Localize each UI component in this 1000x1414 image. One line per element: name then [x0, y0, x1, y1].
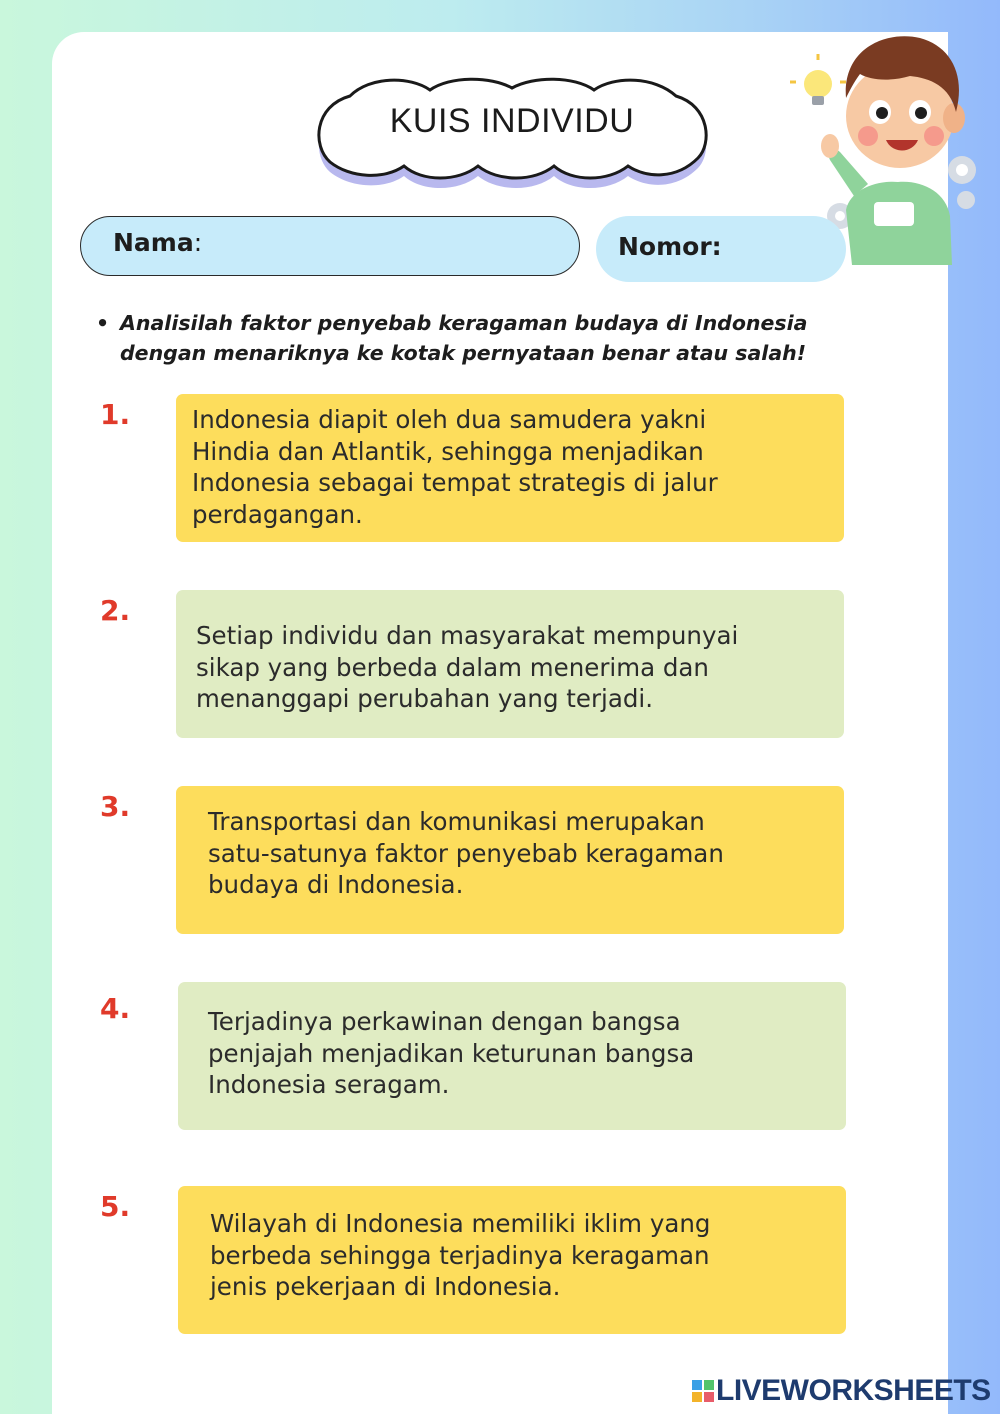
statement-line: Transportasi dan komunikasi merupakan [208, 807, 705, 836]
statement-card-2[interactable] [176, 590, 844, 738]
statement-line: Terjadinya perkawinan dengan bangsa [208, 1007, 681, 1036]
statement-card-4[interactable] [178, 982, 846, 1130]
statement-line: Hindia dan Atlantik, sehingga menjadikan [192, 436, 704, 466]
question-number-2: 2. [100, 594, 131, 627]
page-title: KUIS INDIVIDU [389, 102, 635, 140]
title-banner [310, 74, 714, 190]
statement-line: menanggapi perubahan yang terjadi. [196, 684, 654, 713]
liveworksheets-mark-icon [692, 1380, 714, 1402]
number-field[interactable] [596, 216, 846, 282]
statement-line: penjajah menjadikan keturunan bangsa [208, 1038, 695, 1068]
instruction-line-2: dengan menariknya ke kotak pernyataan benar atau salah! [120, 341, 807, 365]
liveworksheets-logo[interactable] [692, 1374, 991, 1406]
question-number-5: 5. [100, 1190, 131, 1223]
bullet-icon: • [96, 311, 110, 335]
instruction [96, 308, 876, 368]
question-number-4: 4. [100, 992, 131, 1025]
statement-line: sikap yang berbeda dalam menerima dan [196, 652, 709, 682]
statement-line: satu-satunya faktor penyebab keragaman [208, 838, 724, 868]
name-field[interactable] [80, 216, 580, 276]
name-label: Nama: [113, 228, 203, 257]
statement-line: Wilayah di Indonesia memiliki iklim yang [210, 1209, 711, 1238]
statement-line: Setiap individu dan masyarakat mempunyai [196, 621, 739, 650]
statement-line: perdagangan. [192, 499, 363, 529]
statement-line: budaya di Indonesia. [208, 870, 464, 899]
statement-line: Indonesia seragam. [208, 1070, 450, 1099]
statement-line: jenis pekerjaan di Indonesia. [210, 1272, 561, 1301]
statement-line: berbeda sehingga terjadinya keragaman [210, 1240, 710, 1270]
question-number-3: 3. [100, 790, 131, 823]
statement-card-5[interactable] [178, 1186, 846, 1334]
statement-line: Indonesia sebagai tempat strategis di jalur [192, 468, 718, 497]
instruction-line-1: Analisilah faktor penyebab keragaman budaya di Indonesia [120, 311, 808, 335]
question-number-1: 1. [100, 398, 131, 431]
statement-card-1[interactable] [176, 394, 844, 542]
statement-line: Indonesia diapit oleh dua samudera yakni [192, 405, 707, 434]
brand-text: LIVEWORKSHEETS [716, 1374, 991, 1407]
statement-card-3[interactable] [176, 786, 844, 934]
number-label: Nomor: [618, 232, 722, 261]
